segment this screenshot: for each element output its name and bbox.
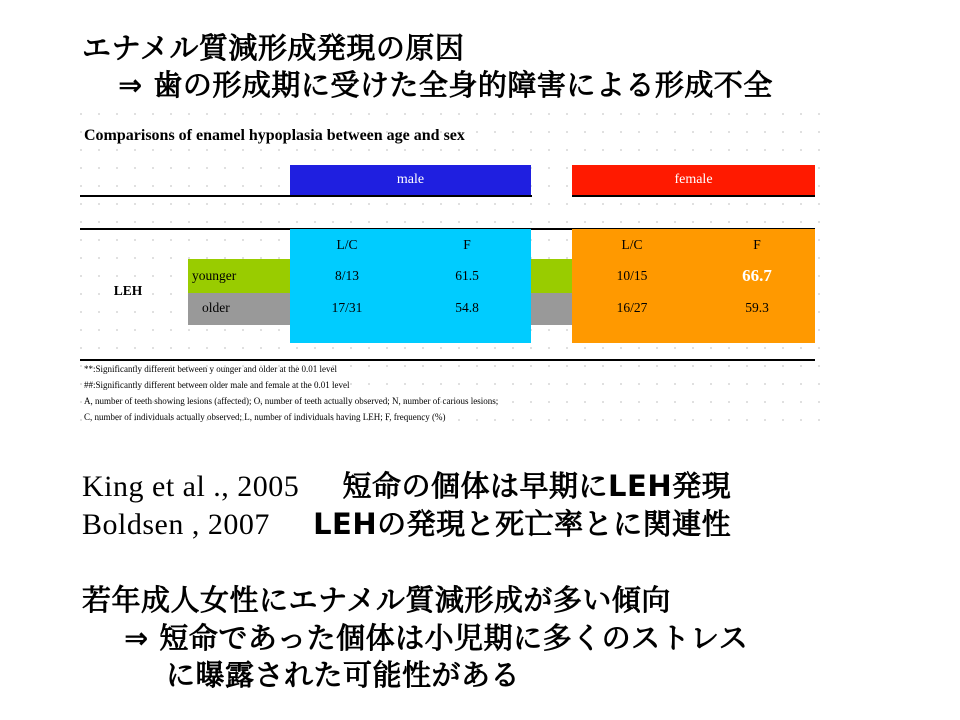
subheading-text: 歯の形成期に受けた全身的障害による形成不全 [153,68,773,102]
older-gap-bg [531,293,572,325]
footnote: **:Significantly different between y ounger and older at the 0.01 level [84,364,338,374]
ref-author: King et al ., 2005 [82,470,300,503]
table-figure [72,105,832,435]
younger-male-lc: 8/13 [334,268,359,283]
older-male-lc: 17/31 [331,300,363,315]
footnote: C, number of individuals actually observed; L, number of individuals having LEH; F, frequency (%) [84,412,446,422]
footnote: ##:Significantly different between older male and female at the 0.01 level [84,380,350,390]
reference-boldsen [82,506,731,543]
male-header: male [290,165,531,195]
conclusion-line-2 [166,657,520,693]
row-label-older: older [202,300,230,315]
younger-female-f: 66.7 [742,266,772,285]
arrow-icon: ⇒ [124,621,149,655]
younger-female-lc: 10/15 [616,268,648,283]
conclusion-text: に曝露された可能性がある [166,658,521,692]
reference-king [82,468,731,505]
row-label-younger: younger [192,268,237,283]
older-female-f: 59.3 [745,300,769,315]
older-female-lc: 16/27 [616,300,648,315]
ref-text: 短命の個体は早期にLEH発現 [342,469,732,503]
heading-text: エナメル質減形成発現の原因 [82,31,465,65]
figure-title: Comparisons of enamel hypoplasia between age and sex [84,127,465,144]
leh-group-label: LEH [113,283,143,298]
arrow-icon: ⇒ [118,68,143,102]
younger-gap-bg [531,259,572,293]
top-rule [80,195,532,197]
footnote: A, number of teeth showing lesions (affected); O, number of teeth actually observed; N, number of carious lesions; [84,396,499,406]
conclusion-text: 短命であった個体は小児期に多くのストレス [159,621,749,655]
conclusion-line-1 [124,620,748,656]
slide-heading [82,30,464,66]
younger-male-f: 61.5 [455,268,479,283]
ref-text: LEHの発現と死亡率とに関連性 [313,507,732,541]
older-male-f: 54.8 [455,300,479,315]
trend-statement [82,582,671,618]
slide-subheading [118,67,773,103]
male-f-header: F [463,237,471,252]
ref-author: Boldsen , 2007 [82,508,270,541]
female-f-header: F [753,237,761,252]
top-rule-right [572,195,815,197]
female-lc-header: L/C [621,237,643,252]
male-lc-header: L/C [336,237,358,252]
female-header: female [572,165,815,195]
bottom-rule [80,359,815,361]
trend-text: 若年成人女性にエナメル質減形成が多い傾向 [82,583,671,617]
